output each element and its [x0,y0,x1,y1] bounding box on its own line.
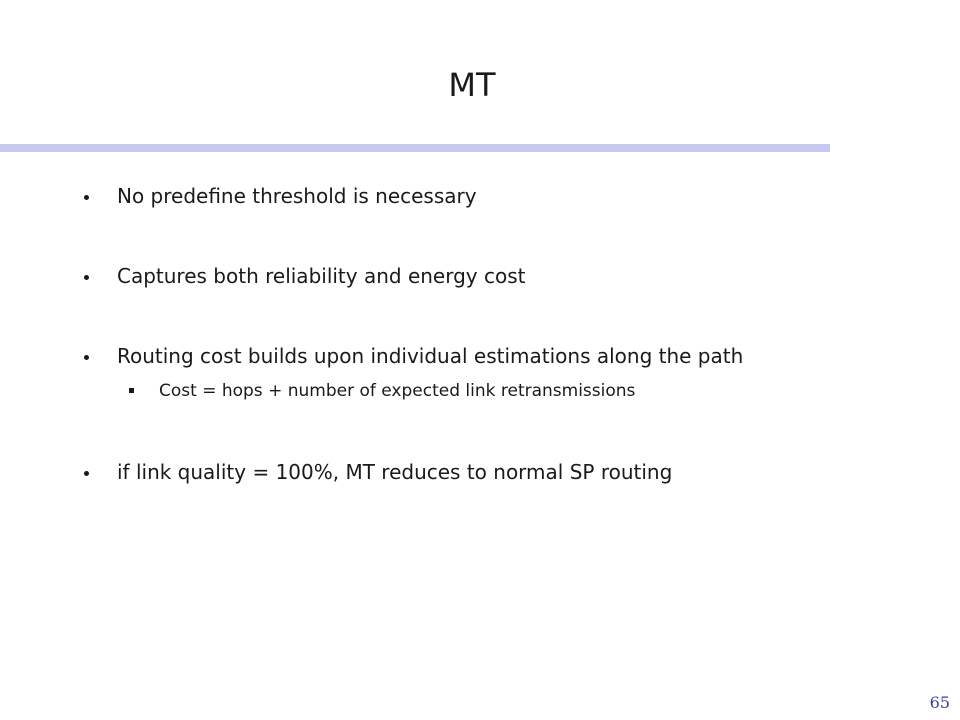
bullet-text: Captures both reliability and energy cost [117,264,526,288]
bullet-dot-icon [84,355,89,360]
title-divider [0,144,830,152]
page-number: 65 [929,693,950,712]
sub-bullet-square-icon [129,388,134,393]
sub-bullet-text: Cost = hops + number of expected link retransmissions [159,381,636,401]
bullet-dot-icon [84,195,89,200]
bullet-dot-icon [84,275,89,280]
bullet-text: if link quality = 100%, MT reduces to normal SP routing [117,460,673,484]
slide-title: MT [448,66,496,104]
bullet-text: No predefine threshold is necessary [117,184,477,208]
bullet-text: Routing cost builds upon individual estimations along the path [117,344,744,368]
bullet-dot-icon [84,471,89,476]
